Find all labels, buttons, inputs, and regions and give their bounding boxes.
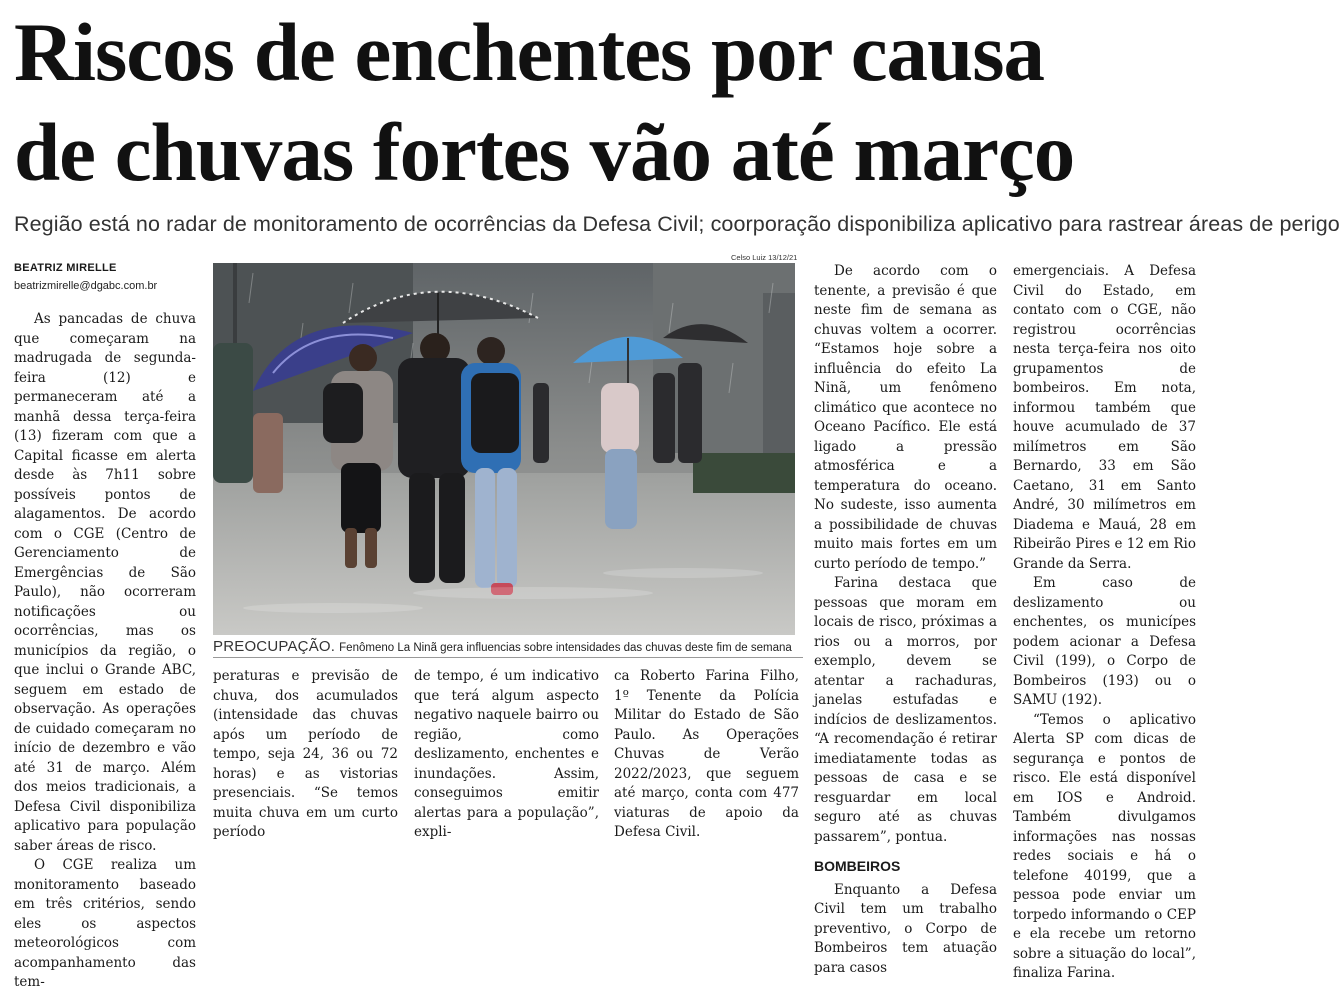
paragraph: De acordo com o tenente, a previsão é que neste fim de semana as chuvas voltem a ocorrer. “Estamos hoje sobre a influência do efeito La Ninã, um fenômeno climático que acontece no Oceano Pacífico. Ele está ligado a pressão atmosférica e a temperatura do oceano. No sudeste, isso aumenta a possibilidade de chuvas muito mais fortes em um curto período de tempo.” — [814, 263, 997, 572]
article-column-3 — [414, 667, 599, 843]
paragraph: ca Roberto Farina Filho, 1º Tenente da Polícia Militar do Estado de São Paulo. As Operações Chuvas de Verão 2022/2023, que seguem até março, conta com 477 viaturas de apoio da Defesa Civil. — [614, 668, 799, 840]
headline-line-2: de chuvas fortes vão até março — [14, 106, 1075, 198]
section-heading: BOMBEIROS — [814, 858, 901, 874]
paragraph: O CGE realiza um monitoramento baseado em três critérios, sendo eles os aspectos meteorológicos com acompanhamento das tem- — [14, 857, 196, 990]
byline-author: BEATRIZ MIRELLE — [14, 262, 117, 274]
article-column-2 — [213, 667, 398, 843]
subheadline: Região está no radar de monitoramento de ocorrências da Defesa Civil; coorporação disponibiliza aplicativo para rastrear áreas de perigo — [14, 212, 1340, 236]
article-column-6 — [1013, 262, 1196, 984]
photo-credit: Celso Luiz 13/12/21 — [731, 253, 798, 262]
headline — [14, 2, 1194, 202]
paragraph: “Temos o aplicativo Alerta SP com dicas de segurança e pontos de risco. Ele está disponível em IOS e Android. Também divulgamos informações nas nossas redes sociais e há o telefone 40199, que a pessoa pode enviar um torpedo informando o CEP e ela recebe um retorno sobre a situação do local”, finaliza Farina. — [1013, 711, 1196, 981]
news-photo — [213, 263, 795, 635]
paragraph: de tempo, é um indicativo que terá algum aspecto negativo naquele bairro ou região, como deslizamento, enchentes e inundações. Assim, conseguimos emitir alertas para a população”, expli- — [414, 668, 599, 840]
article-column-5 — [814, 262, 997, 978]
paragraph: Em caso de deslizamento ou enchentes, os municípes podem acionar a Defesa Civil (199), o Corpo de Bombeiros (193) ou o SAMU (192). — [1013, 575, 1196, 708]
rainy-street-illustration — [213, 263, 795, 635]
headline-line-1: Riscos de enchentes por causa — [14, 6, 1045, 98]
paragraph: Enquanto a Defesa Civil tem um trabalho preventivo, o Corpo de Bombeiros tem atuação para casos — [814, 881, 997, 976]
caption-lead: PREOCUPAÇÃO. — [213, 638, 336, 655]
article-column-4 — [614, 667, 799, 843]
photo-caption — [213, 638, 803, 655]
byline-email: beatrizmirelle@dgabc.com.br — [14, 280, 158, 292]
article-column-1 — [14, 310, 196, 993]
paragraph: Farina destaca que pessoas que moram em locais de risco, próximas a rios ou a morros, por exemplo, devem se atentar a rachaduras, janelas estufadas e indícios de deslizamentos. “A recomendação é retirar imediatamente todas as pessoas de casa e se resguardar em local seguro até as chuvas passarem”, pontua. — [814, 575, 997, 845]
paragraph: emergenciais. A Defesa Civil do Estado, em contato com o CGE, não registrou ocorrências nesta terça-feira nos oito grupamentos de bombeiros. Em nota, informou também que houve acumulado de 37 milímetros em São Bernardo, 33 em São Caetano, 31 em Santo André, 30 milímetros em Diadema e Mauá, 28 em Ribeirão Pires e 12 em Rio Grande da Serra. — [1013, 263, 1196, 572]
paragraph: peraturas e previsão de chuva, dos acumulados (intensidade das chuvas após um período de tempo, seja 24, 36 ou 72 horas) e as vistorias presenciais. “Se temos muita chuva em um curto período — [213, 668, 398, 840]
caption-divider — [213, 657, 803, 658]
paragraph: As pancadas de chuva que começaram na madrugada de segunda-feira (12) e permaneceram até a manhã dessa terça-feira (13) fizeram com que a Capital ficasse em alerta desde às 7h11 sobre possíveis pontos de alagamentos. De acordo com o CGE (Centro de Gerenciamento de Emergências de São Paulo), não ocorreram notificações ou ocorrências, mas os municípios da região, o que inclui o Grande ABC, seguem em estado de observação. As operações de cuidado começaram no início de dezembro e vão até 31 de março. Além dos meios tradicionais, a Defesa Civil disponibiliza aplicativo para população saber áreas de risco. — [14, 311, 196, 854]
caption-text: Fenômeno La Ninã gera influencias sobre intensidades das chuvas deste fim de semana — [339, 642, 792, 654]
